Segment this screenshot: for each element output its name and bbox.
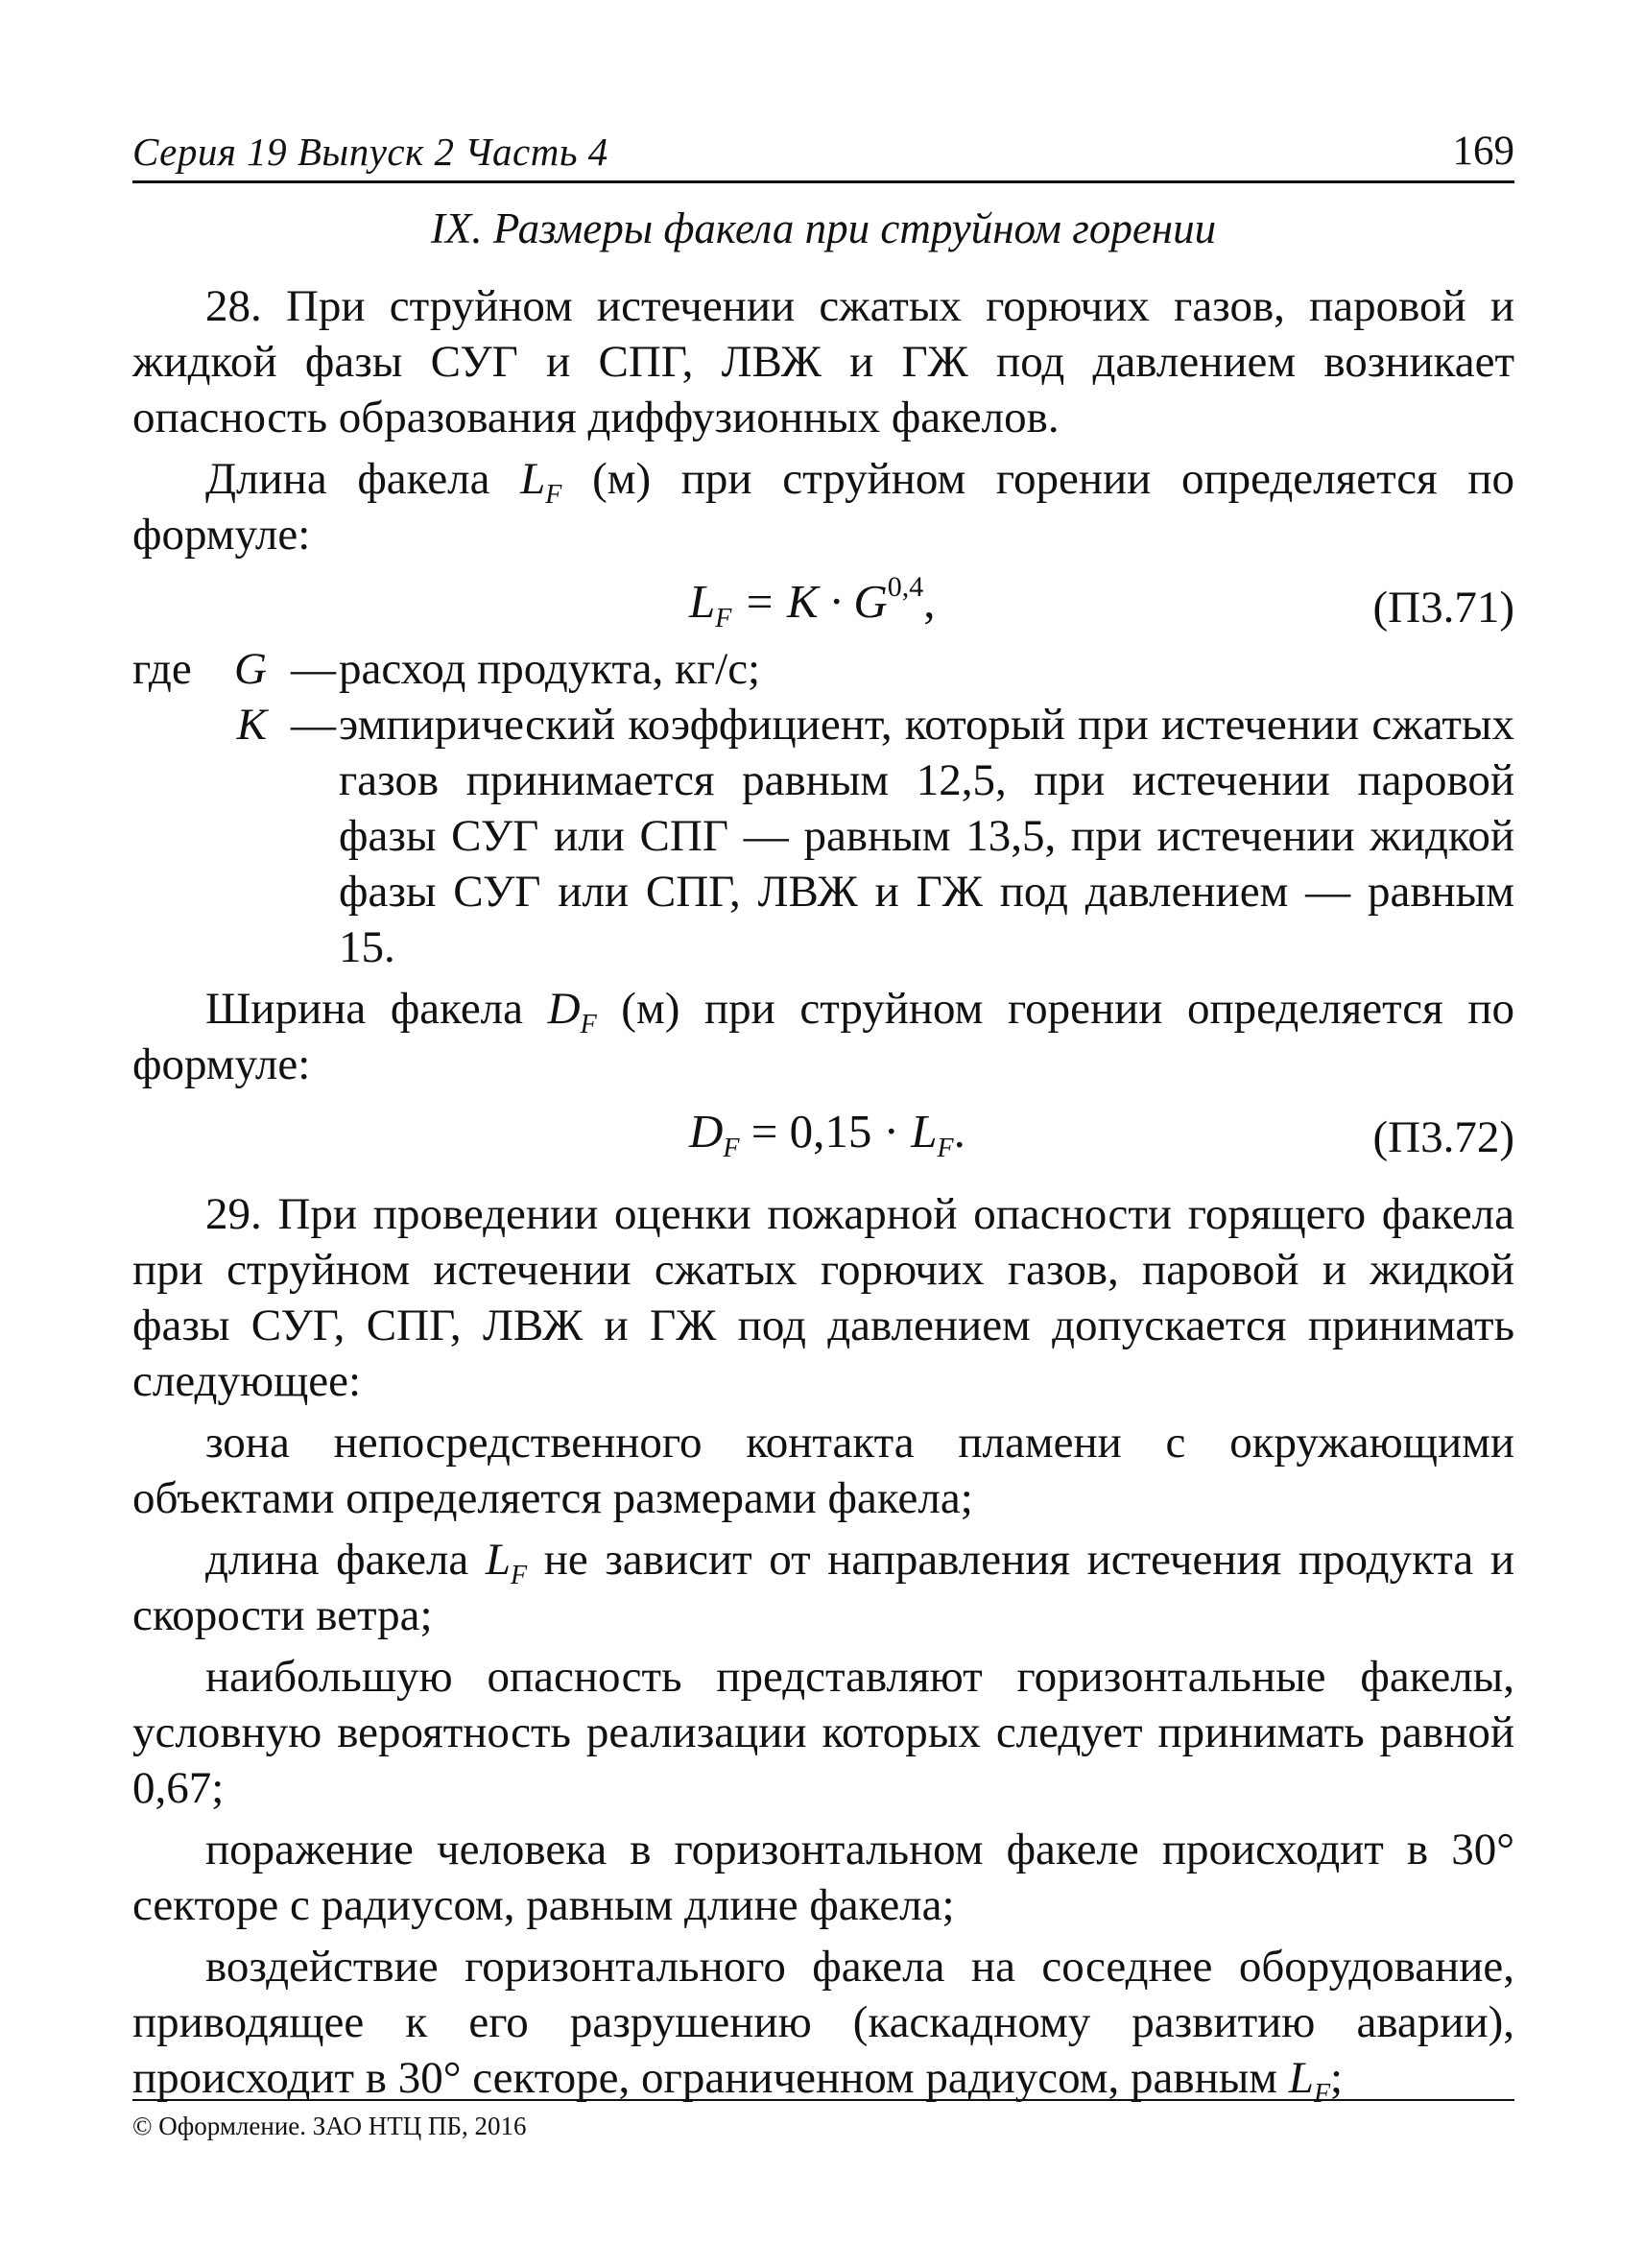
formula-p3-72: [132, 1098, 1514, 1165]
definition-k: K —эмпирический коэффициент, который при истечении сжатых газов принимается равным 12,5, при истечении паровой фазы СУГ или СПГ — равным 13,5, при истечении жидкой фазы СУГ или СПГ, ЛВЖ и ГЖ под давлением — равным 15.: [132, 697, 1514, 975]
definition-g-text: расход продукта, кг/с;: [339, 644, 761, 694]
symbol-g: G: [234, 644, 267, 694]
running-header: [132, 127, 1514, 183]
definition-g: где G —расход продукта, кг/с;: [132, 641, 1514, 697]
list-item-5: воздействие горизонтального факела на соседнее оборудование, приводящее к его разрушению (каскадному развитию аварии), происходит в 30° секторе, ограниченном радиусом, равным $L_F$;: [132, 1942, 1514, 2109]
formula-p3-71: [132, 568, 1514, 635]
where-label: где: [132, 644, 192, 694]
list-item-3: наибольшую опасность представляют горизонтальные факелы, условную вероятность реализации которых следует принимать равной 0,67;: [132, 1652, 1514, 1813]
page-number: 169: [1452, 129, 1514, 174]
formula-number: (П3.72): [1372, 1112, 1514, 1162]
formula-expression: $D_F = 0,15 \cdot L_F$.: [689, 1105, 965, 1163]
length-intro: Длина факела $L_F$ (м) при струйном горении определяется по формуле:: [132, 454, 1514, 560]
symbol-k: K: [236, 700, 267, 750]
list-item-2: длина факела $L_F$ не зависит от направления истечения продукта и скорости ветра;: [132, 1535, 1514, 1640]
paragraph-29: 29. При проведении оценки пожарной опасности горящего факела при струйном истечении сжатых горючих газов, паровой и жидкой фазы СУГ, СПГ, ЛВЖ и ГЖ под давлением допускается принимать следующее:: [132, 1189, 1514, 1406]
footer-divider: [132, 2099, 1514, 2101]
copyright-footer: © Оформление. ЗАО НТЦ ПБ, 2016: [132, 2112, 527, 2140]
paragraph-28: 28. При струйном истечении сжатых горючих газов, паровой и жидкой фазы СУГ и СПГ, ЛВЖ и ГЖ под давлением возникает опасность образования диффузионных факелов.: [132, 281, 1514, 442]
width-intro: Ширина факела $D_F$ (м) при струйном горении определяется по формуле:: [132, 984, 1514, 1089]
series-title: Серия 19 Выпуск 2 Часть 4: [132, 130, 608, 174]
definition-k-text: эмпирический коэффициент, который при истечении сжатых газов принимается равным 12,5, при истечении паровой фазы СУГ или СПГ — равным 13,5, при истечении жидкой фазы СУГ или СПГ, ЛВЖ и ГЖ под давлением — равным 15.: [339, 700, 1514, 972]
list-item-1: зона непосредственного контакта пламени с окружающими объектами определяется размерами факела;: [132, 1418, 1514, 1523]
list-item-4: поражение человека в горизонтальном факеле происходит в 30° секторе с радиусом, равным длине факела;: [132, 1825, 1514, 1930]
formula-number: (П3.71): [1372, 583, 1514, 633]
document-body: [132, 278, 1514, 2109]
section-title: IX. Размеры факела при струйном горении: [430, 204, 1217, 252]
formula-expression: $L_F = K \cdot G^{0,4}$,: [689, 571, 936, 633]
document-page: [132, 0, 1514, 2268]
